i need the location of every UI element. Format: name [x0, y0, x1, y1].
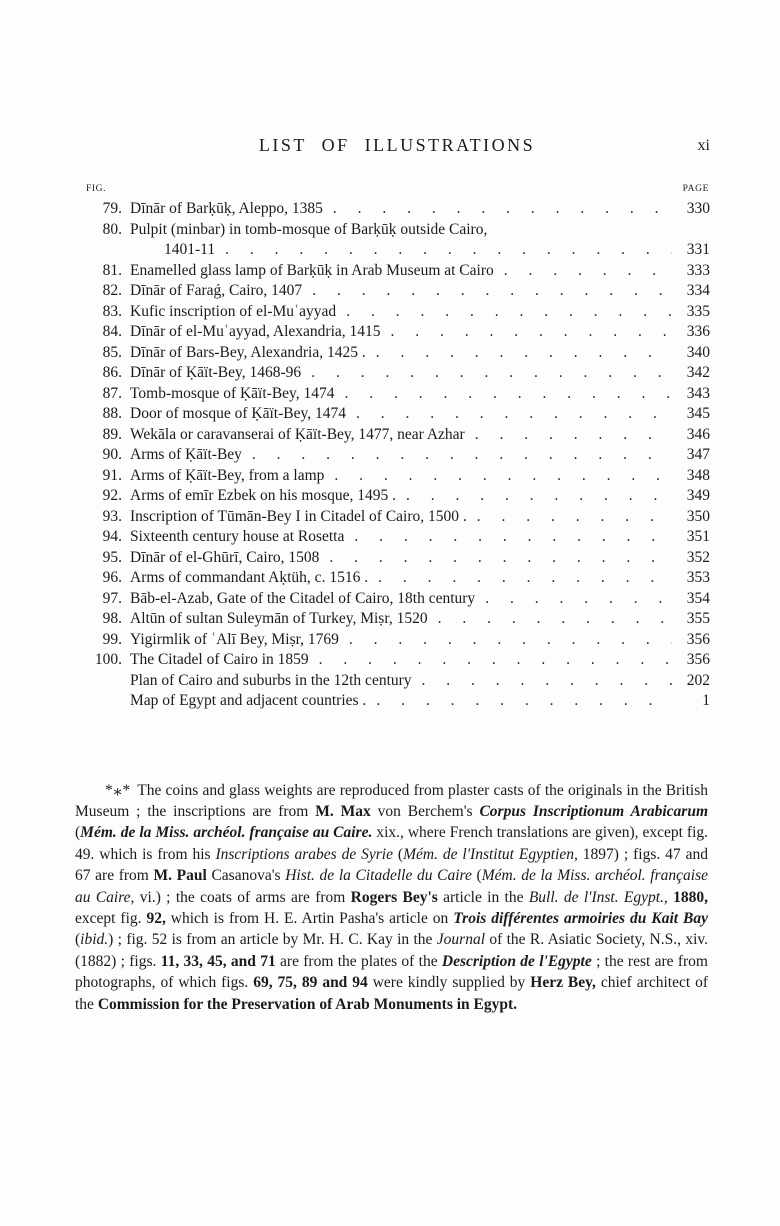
figure-number: 100.	[94, 651, 122, 668]
dot-leader	[336, 302, 672, 323]
footnote-segment: (	[75, 824, 81, 842]
list-item	[84, 261, 710, 282]
list-item	[84, 425, 710, 446]
figure-caption: Dīnār of el-Muʿayyad, Alexandria, 1415	[130, 323, 381, 340]
list-item	[84, 220, 710, 241]
footnote-segment: of the R. Asiatic Society, N.S., xiv. (1882) ; figs.	[75, 931, 708, 970]
figure-caption: Inscription of Tūmān-Bey I in Citadel of Cairo, 1500 .	[130, 507, 467, 525]
page-header	[84, 134, 710, 158]
column-headers	[84, 184, 710, 194]
list-item	[84, 404, 710, 425]
figure-caption: Door of mosque of Ḳāït-Bey, 1474	[130, 405, 346, 422]
dot-leader	[319, 548, 672, 569]
footnote-segment: which is from H. E. Artin Pasha's article on	[165, 909, 454, 927]
figure-caption: Enamelled glass lamp of Barḳūḳ in Arab Museum at Cairo	[130, 261, 494, 279]
footnote-paragraph	[75, 780, 708, 1015]
footnote-segment: (	[75, 931, 81, 949]
list-item	[84, 363, 710, 384]
figure-number: 82.	[102, 282, 122, 299]
dot-leader	[339, 630, 672, 651]
footnote-segment: xix., where French translations are given), except fig. 49. which is from his	[75, 824, 708, 863]
page-ref: 353	[686, 569, 710, 586]
figure-number: 98.	[102, 610, 122, 627]
list-item	[84, 445, 710, 466]
page-ref: 1	[702, 692, 710, 709]
footnote-segment: 92,	[146, 909, 166, 927]
figure-number: 91.	[102, 466, 122, 484]
dot-leader	[301, 363, 672, 384]
footnote-segment: Inscriptions arabes de Syrie	[215, 845, 393, 863]
page-ref: 202	[686, 671, 710, 689]
footnote-segment: were kindly supplied by	[367, 974, 531, 992]
figure-number: 96.	[102, 569, 122, 586]
figure-number: 95.	[102, 548, 122, 566]
figure-number: 93.	[102, 507, 122, 525]
list-item	[84, 691, 710, 712]
page-ref: 354	[686, 589, 710, 607]
list-item	[84, 589, 710, 610]
folio-number: xi	[697, 137, 710, 154]
list-item	[84, 343, 710, 364]
dot-leader	[475, 589, 672, 610]
figure-caption: Tomb-mosque of Ḳāït-Bey, 1474	[130, 384, 335, 402]
footnote-segment: 1897) ; figs. 47 and 67 are from	[75, 845, 708, 885]
page-column-header: PAGE	[682, 184, 709, 194]
figure-number: 92.	[102, 487, 122, 504]
footnote-segment: von Berchem's	[370, 802, 480, 820]
footnote-segment: are from the plates of the	[275, 952, 442, 970]
list-item	[84, 507, 710, 528]
figure-caption: Dīnār of el-Ghūrī, Cairo, 1508	[130, 548, 320, 566]
list-item	[84, 322, 710, 343]
page-ref: 356	[686, 630, 710, 648]
list-item	[84, 609, 710, 630]
figure-number: 85.	[102, 343, 122, 361]
page-ref: 355	[686, 610, 710, 627]
figure-caption: Altūn of sultan Suleymān of Turkey, Miṣr, 1520	[130, 610, 428, 627]
dot-leader	[309, 650, 672, 671]
figure-number: 81.	[102, 261, 122, 279]
dot-leader	[412, 671, 672, 692]
footnote	[75, 780, 708, 1015]
figure-number: 89.	[102, 425, 122, 443]
figure-number: 84.	[102, 323, 122, 340]
page-ref: 340	[686, 343, 710, 361]
footnote-segment: Commission for the Preservation of Arab Monuments in Egypt.	[97, 995, 518, 1013]
footnote-segment: Trois différentes armoiries du Kait Bay	[453, 909, 709, 927]
figure-number: 99.	[102, 630, 122, 648]
list-item-continuation	[84, 240, 710, 261]
page-ref: 356	[686, 651, 710, 668]
dot-leader	[428, 609, 672, 630]
figure-caption: Dīnār of Faraǵ, Cairo, 1407	[130, 282, 303, 299]
footnote-segment: M. Max	[315, 802, 371, 820]
dot-leader	[323, 199, 672, 220]
dot-leader	[346, 404, 672, 425]
page-ref: 343	[686, 384, 710, 402]
footnote-segment: Bull. de l'Inst. Egypt.,	[528, 888, 668, 906]
figure-caption: Dīnār of Ḳāït-Bey, 1468-96	[130, 364, 302, 381]
dot-leader	[344, 527, 672, 548]
asterism-mark: *⁎*	[105, 781, 132, 799]
figure-number: 80.	[102, 220, 122, 238]
list-item	[84, 671, 710, 692]
dot-leader	[465, 425, 672, 446]
footnote-segment: (	[471, 867, 482, 885]
page-ref: 334	[686, 282, 710, 299]
page-ref: 331	[686, 241, 710, 258]
page-ref: 349	[686, 487, 710, 504]
dot-leader	[242, 445, 672, 466]
list-item	[84, 199, 710, 220]
footnote-segment: 11, 33, 45, and 71	[160, 952, 276, 970]
figure-caption: Dīnār of Barḳūḳ, Aleppo, 1385	[130, 200, 323, 217]
figure-caption: Bāb-el-Azab, Gate of the Citadel of Cairo, 18th century	[130, 589, 476, 607]
dot-leader	[366, 691, 672, 712]
illustration-list-section	[84, 184, 710, 712]
footnote-segment: Casanova's	[206, 867, 286, 885]
dot-leader	[366, 343, 672, 364]
page-ref: 347	[686, 446, 710, 463]
footnote-content	[75, 782, 708, 1013]
figure-caption: Plan of Cairo and suburbs in the 12th century	[130, 671, 412, 689]
list-item	[84, 466, 710, 487]
footnote-segment: Journal	[436, 931, 485, 949]
fig-column-header: FIG.	[86, 184, 107, 194]
dot-leader	[302, 281, 672, 302]
footnote-segment: Herz Bey,	[530, 974, 596, 992]
page-ref: 345	[686, 405, 710, 422]
footnote-segment: 1880,	[673, 888, 708, 906]
figure-caption: Arms of Ḳāït-Bey	[130, 446, 242, 463]
footnote-segment: ibid.	[80, 931, 109, 949]
list-item	[84, 650, 710, 671]
footnote-segment: article in the	[437, 888, 529, 906]
list-item	[84, 384, 710, 405]
page-ref: 330	[686, 200, 710, 217]
page-ref: 333	[686, 261, 710, 279]
figure-number: 86.	[102, 364, 122, 381]
figure-caption: Sixteenth century house at Rosetta	[130, 528, 345, 545]
page-ref: 348	[686, 466, 710, 484]
figure-caption: Wekāla or caravanserai of Ḳāït-Bey, 1477, near Azhar	[130, 425, 465, 443]
page-ref: 346	[686, 425, 710, 443]
figure-caption: Map of Egypt and adjacent countries .	[130, 692, 367, 709]
list-item	[84, 568, 710, 589]
footnote-segment: ) ; fig. 52 is from an article by Mr. H. C. Kay in the	[108, 931, 437, 949]
figure-number: 88.	[102, 405, 122, 422]
footnote-segment: chief architect of the	[75, 974, 708, 1013]
dot-leader	[381, 322, 672, 343]
list-item	[84, 548, 710, 569]
footnote-segment: Mém. de l'Institut Egyptien,	[403, 845, 578, 863]
page-ref: 342	[686, 364, 710, 381]
figure-caption: The Citadel of Cairo in 1859	[130, 651, 309, 668]
page-ref: 336	[686, 323, 710, 340]
figure-number: 87.	[102, 384, 122, 402]
dot-leader	[368, 568, 672, 589]
list-item	[84, 486, 710, 507]
dot-leader	[215, 240, 672, 261]
figure-caption: Arms of commandant Aḳtüh, c. 1516 .	[130, 569, 369, 586]
page-ref: 351	[686, 528, 710, 545]
footnote-segment: Rogers Bey's	[350, 888, 438, 906]
dot-leader	[467, 507, 672, 528]
figure-number: 79.	[102, 200, 122, 217]
list-item	[84, 302, 710, 323]
dot-leader	[396, 486, 672, 507]
figure-caption: Arms of Ḳāït-Bey, from a lamp	[130, 466, 325, 484]
footnote-segment: Mém. de la Miss. archéol. française au Caire.	[80, 824, 373, 842]
footnote-segment: M. Paul	[153, 867, 207, 885]
figure-caption: Pulpit (minbar) in tomb-mosque of Barḳūḳ outside Cairo,	[130, 220, 488, 238]
footnote-segment: vi.) ; the coats of arms are from	[134, 888, 351, 906]
figure-number: 94.	[102, 528, 122, 545]
list-item	[84, 281, 710, 302]
dot-leader	[324, 466, 672, 487]
figure-caption: Kufic inscription of el-Muʿayyad	[130, 302, 337, 320]
figure-caption: Dīnār of Bars-Bey, Alexandria, 1425 .	[130, 343, 366, 361]
page-ref: 335	[686, 302, 710, 320]
list-item	[84, 527, 710, 548]
figure-caption-continued: 1401-11	[164, 241, 216, 258]
footnote-segment: The coins and glass weights are reproduced from plaster casts of the originals in the British Museum ; the inscriptions are from	[75, 781, 708, 820]
footnote-segment: Hist. de la Citadelle du Caire	[285, 867, 472, 885]
footnote-segment: Corpus Inscriptionum Arabicarum	[479, 802, 709, 820]
figure-number: 97.	[102, 589, 122, 607]
footnote-segment: Description de l'Egypte	[441, 952, 592, 970]
footnote-segment: except fig.	[75, 909, 147, 927]
footnote-segment: (	[392, 845, 404, 863]
page-ref: 352	[686, 548, 710, 566]
footnote-segment: ; the rest are from photographs, of which figs.	[75, 952, 708, 992]
list-item	[84, 630, 710, 651]
footnote-segment: 69, 75, 89 and 94	[253, 974, 368, 992]
dot-leader	[335, 384, 672, 405]
figure-caption: Yigirmlik of ʿAlī Bey, Miṣr, 1769	[130, 630, 339, 648]
page-ref: 350	[686, 507, 710, 525]
figure-number: 90.	[102, 446, 122, 463]
footnote-segment: Mém. de la Miss. archéol. française au Caire,	[75, 867, 708, 906]
figure-number: 83.	[102, 302, 122, 320]
dot-leader	[494, 261, 672, 282]
page-title: LIST OF ILLUSTRATIONS	[258, 135, 536, 155]
illustration-list	[84, 199, 710, 712]
figure-caption: Arms of emīr Ezbek on his mosque, 1495 .	[130, 487, 397, 504]
